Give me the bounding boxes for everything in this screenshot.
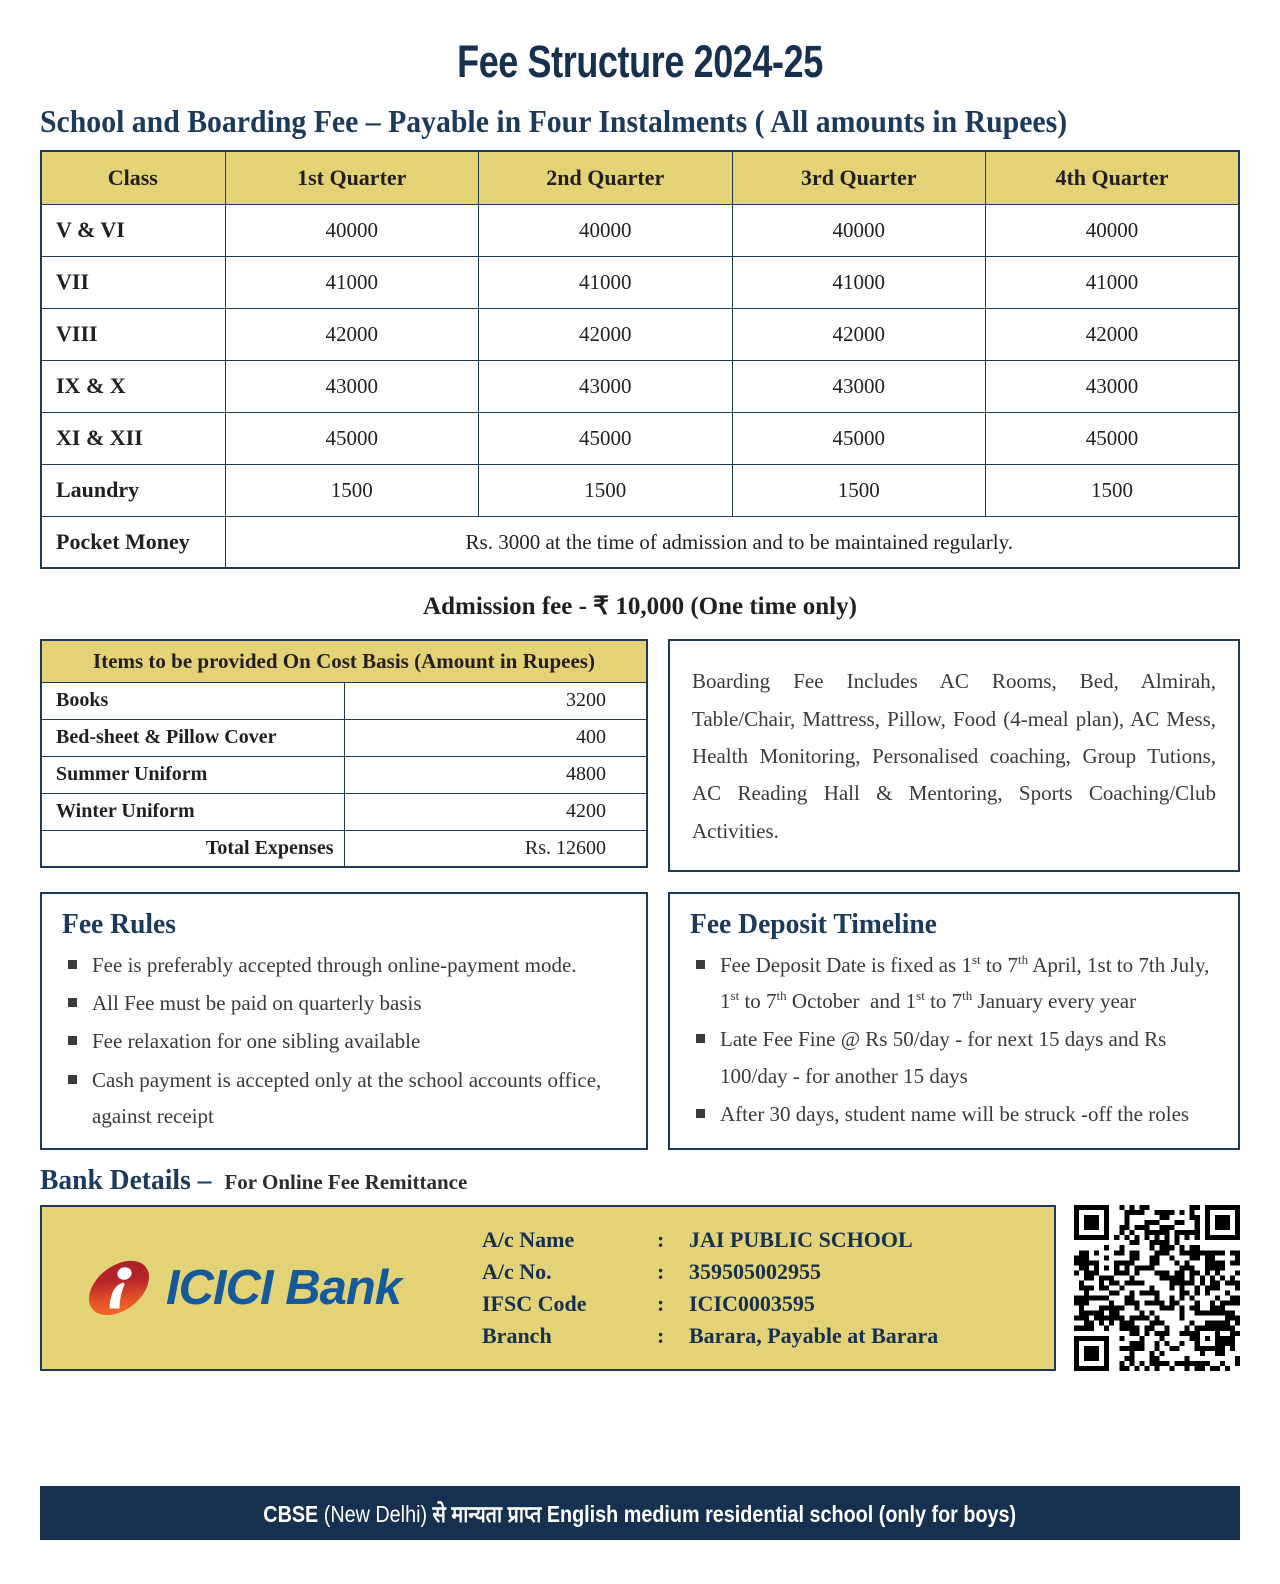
separator: : (657, 1227, 665, 1253)
cell-q4: 43000 (986, 360, 1240, 412)
cell-class: IX & X (41, 360, 225, 412)
admission-fee-note: Admission fee - ₹ 10,000 (One time only) (423, 593, 857, 621)
bank-details-subtitle: For Online Fee Remittance (224, 1169, 468, 1194)
list-item: All Fee must be paid on quarterly basis (62, 985, 626, 1021)
list-item: Fee relaxation for one sibling available (62, 1023, 626, 1059)
cell-class: VII (41, 256, 225, 308)
bank-label-ifsc: IFSC Code (482, 1290, 587, 1316)
bank-value-ac-no: 359505002955 (689, 1258, 821, 1284)
bank-label-ac-no: A/c No. (482, 1258, 552, 1284)
fee-table (40, 150, 1240, 569)
list-item: Fee Deposit Date is fixed as 1st to 7th April, 1st to 7th July, 1st to 7th October and 1st to 7th January every year (690, 947, 1218, 1019)
cell-q4: 1500 (986, 464, 1240, 516)
cell-class: Laundry (41, 464, 225, 516)
cell-q2: 41000 (479, 256, 733, 308)
table-row (41, 682, 647, 719)
cell-q1: 45000 (225, 412, 479, 464)
column-header-class: Class (41, 151, 225, 204)
column-header-q1: 1st Quarter (225, 151, 479, 204)
list-item: Late Fee Fine @ Rs 50/day - for next 15 days and Rs 100/day - for another 15 days (690, 1021, 1218, 1093)
bank-details-title: Bank Details – (40, 1163, 212, 1196)
boarding-fee-text: Boarding Fee Includes AC Rooms, Bed, Almirah, Table/Chair, Mattress, Pillow, Food (4-meal plan), AC Mess, Health Monitoring, Personalised coaching, Group Tutions, AC Reading Hall & Mentoring, Sports Coaching/Club Activities. (692, 669, 1216, 843)
cell-q3: 41000 (732, 256, 986, 308)
bank-details-card (40, 1205, 1056, 1371)
icici-oval-icon (82, 1251, 156, 1325)
fee-timeline-title: Fee Deposit Timeline (690, 908, 937, 941)
rules-and-timeline-row (40, 892, 1240, 1150)
cell-q1: 1500 (225, 464, 479, 516)
separator: : (657, 1322, 665, 1348)
table-row (41, 360, 1239, 412)
separator: : (657, 1258, 665, 1284)
bank-value-branch: Barara, Payable at Barara (689, 1322, 939, 1348)
table-row (41, 308, 1239, 360)
cell-q1: 41000 (225, 256, 479, 308)
cell-class: V & VI (41, 204, 225, 256)
cell-item-name: Summer Uniform (41, 756, 344, 793)
cell-item-amount: 3200 (344, 682, 647, 719)
cell-q1: 42000 (225, 308, 479, 360)
qr-code (1074, 1205, 1240, 1371)
footer-hindi: से मान्यता प्राप्त (432, 1501, 542, 1527)
cell-q3: 1500 (732, 464, 986, 516)
cell-total-amount: Rs. 12600 (344, 830, 647, 867)
cell-q1: 43000 (225, 360, 479, 412)
fee-rules-list (62, 947, 626, 1134)
cell-item-amount: 4200 (344, 793, 647, 830)
bank-field-values (689, 1224, 938, 1352)
cost-total-row (41, 830, 647, 867)
pocket-money-row (41, 516, 1239, 568)
bank-details-heading (40, 1164, 1240, 1197)
column-header-q4: 4th Quarter (986, 151, 1240, 204)
cell-q3: 45000 (732, 412, 986, 464)
fee-rules-title: Fee Rules (62, 908, 176, 941)
fee-table-header-row (41, 151, 1239, 204)
icici-logo (82, 1251, 482, 1325)
footer-cbse: CBSE (263, 1501, 319, 1527)
cell-q4: 40000 (986, 204, 1240, 256)
cell-q3: 42000 (732, 308, 986, 360)
column-header-q2: 2nd Quarter (479, 151, 733, 204)
cost-table-heading: Items to be provided On Cost Basis (Amount in Rupees) (41, 640, 647, 682)
cell-item-name: Winter Uniform (41, 793, 344, 830)
cost-table-header-row (41, 640, 647, 682)
list-item: Fee is preferably accepted through online-payment mode. (62, 947, 626, 983)
footer-text (264, 1497, 1017, 1529)
bank-field-separators (657, 1224, 689, 1352)
fee-table-body (41, 204, 1239, 568)
bank-field-labels (482, 1224, 657, 1352)
table-row (41, 756, 647, 793)
page-title: Fee Structure 2024-25 (457, 36, 823, 87)
separator: : (657, 1290, 665, 1316)
cell-item-name: Bed-sheet & Pillow Cover (41, 719, 344, 756)
cell-q4: 42000 (986, 308, 1240, 360)
bank-label-ac-name: A/c Name (482, 1227, 575, 1253)
cost-and-boarding-row (40, 639, 1240, 872)
list-item: Cash payment is accepted only at the school accounts office, against receipt (62, 1062, 626, 1134)
bank-details-row (40, 1205, 1240, 1371)
cell-q1: 40000 (225, 204, 479, 256)
cell-q2: 45000 (479, 412, 733, 464)
bank-fields (482, 1224, 938, 1352)
list-item: After 30 days, student name will be struck -off the roles (690, 1096, 1218, 1132)
cell-item-name: Books (41, 682, 344, 719)
table-row (41, 412, 1239, 464)
boarding-fee-includes-box (668, 639, 1240, 872)
bank-value-ifsc: ICIC0003595 (689, 1290, 815, 1316)
table-row (41, 256, 1239, 308)
cell-q3: 40000 (732, 204, 986, 256)
cell-class: VIII (41, 308, 225, 360)
table-row (41, 719, 647, 756)
fee-timeline-list (690, 947, 1218, 1132)
fee-rules-panel (40, 892, 648, 1150)
bank-label-branch: Branch (482, 1322, 552, 1348)
cost-basis-section (40, 639, 648, 868)
table-row (41, 464, 1239, 516)
footer-english: English medium residential school (only for boys) (541, 1501, 1017, 1527)
cell-item-amount: 400 (344, 719, 647, 756)
cell-q4: 45000 (986, 412, 1240, 464)
table-row (41, 204, 1239, 256)
cost-basis-table (40, 639, 648, 868)
cell-pocket-money-label: Pocket Money (41, 516, 225, 568)
cell-q2: 43000 (479, 360, 733, 412)
cell-q2: 40000 (479, 204, 733, 256)
cell-class: XI & XII (41, 412, 225, 464)
footer-bar (40, 1486, 1240, 1540)
table-row (41, 793, 647, 830)
fee-deposit-timeline-panel (668, 892, 1240, 1150)
bank-value-ac-name: JAI PUBLIC SCHOOL (689, 1227, 913, 1253)
icici-logo-text: ICICI Bank (166, 1260, 402, 1315)
cell-q3: 43000 (732, 360, 986, 412)
footer-newdelhi: (New Delhi) (318, 1501, 433, 1527)
cell-q4: 41000 (986, 256, 1240, 308)
column-header-q3: 3rd Quarter (732, 151, 986, 204)
page-subtitle: School and Boarding Fee – Payable in Four Instalments ( All amounts in Rupees) (40, 103, 1068, 140)
cell-item-amount: 4800 (344, 756, 647, 793)
cell-pocket-money-note: Rs. 3000 at the time of admission and to be maintained regularly. (225, 516, 1239, 568)
cell-total-label: Total Expenses (41, 830, 344, 867)
cell-q2: 1500 (479, 464, 733, 516)
cell-q2: 42000 (479, 308, 733, 360)
